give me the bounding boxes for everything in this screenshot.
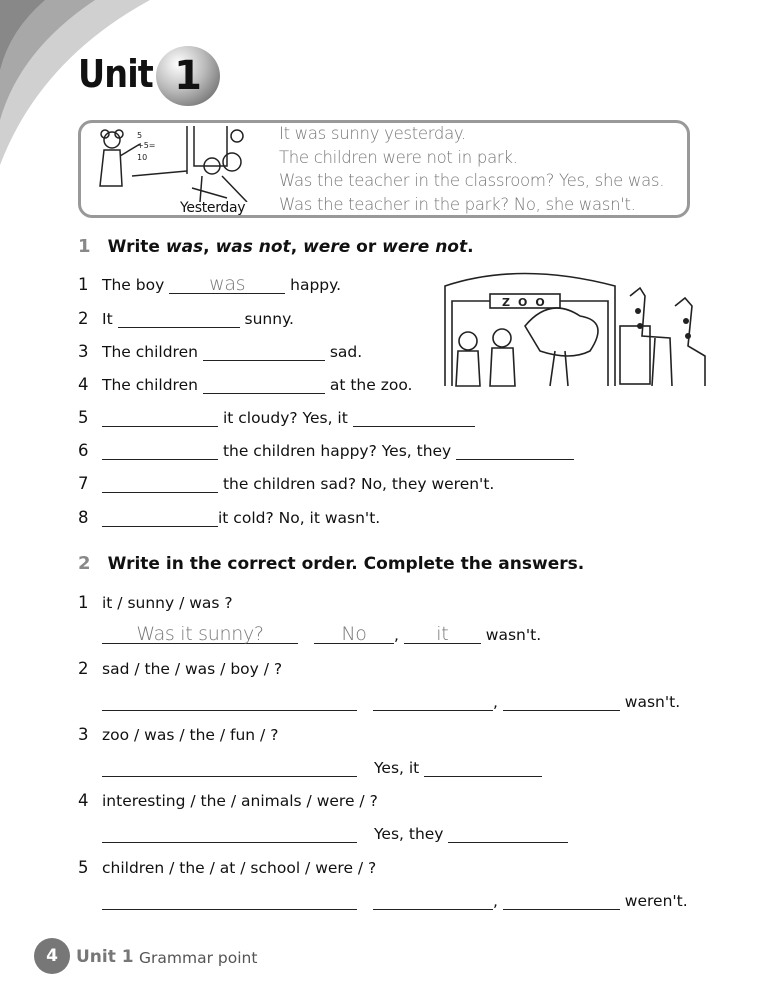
answer-blank[interactable]: was [169, 275, 285, 294]
classroom-illustration [92, 126, 260, 202]
grammar-examples [279, 122, 664, 216]
exercise-answer: , wasn't. [102, 692, 680, 711]
answer-blank[interactable] [102, 891, 357, 910]
exercise-item: 2 It sunny. [78, 309, 294, 328]
example-line: Was the teacher in the park? No, she wasn't. [279, 194, 636, 214]
answer-blank[interactable] [203, 342, 325, 361]
answer-blank[interactable] [503, 692, 620, 711]
answer-blank[interactable] [118, 309, 240, 328]
answer-blank[interactable] [102, 508, 218, 527]
exercise-answer: Yes, it [102, 758, 542, 777]
answer-blank[interactable] [102, 408, 218, 427]
footer-unit: Unit 1 [76, 947, 134, 967]
svg-text:+5=: +5= [137, 141, 156, 150]
exercise-item: 4 The children at the zoo. [78, 375, 413, 394]
svg-text:5: 5 [137, 131, 143, 140]
exercise-item: 8 it cold? No, it wasn't. [78, 508, 381, 527]
example-line: It was sunny yesterday. [279, 124, 466, 143]
section-number: 2 [78, 553, 91, 574]
section-title: Write in the correct order. Complete the answers. [107, 554, 585, 574]
exercise-item: 6 the children happy? Yes, they [78, 441, 574, 460]
exercise-answer: , weren't. [102, 891, 688, 910]
answer-blank[interactable] [373, 891, 493, 910]
answer-blank[interactable] [448, 824, 568, 843]
exercise-item: 7 the children sad? No, they weren't. [78, 474, 495, 493]
answer-blank[interactable] [102, 758, 357, 777]
answer-blank[interactable] [503, 891, 620, 910]
unit-title: Unit [78, 52, 153, 96]
answer-blank[interactable] [424, 758, 542, 777]
page-number: 4 [34, 938, 70, 974]
answer-blank[interactable]: it [404, 625, 481, 644]
example-line: Was the teacher in the classroom? Yes, she was. [279, 171, 665, 190]
exercise-question: 1 it / sunny / was ? [78, 593, 233, 612]
answer-blank[interactable]: No [314, 625, 394, 644]
exercise-item: 5 it cloudy? Yes, it [78, 408, 475, 427]
exercise-question: 5 children / the / at / school / were / ? [78, 858, 377, 877]
footer-section: Grammar point [139, 949, 258, 967]
answer-blank[interactable]: Was it sunny? [102, 625, 298, 644]
exercise-question: 2 sad / the / was / boy / ? [78, 659, 283, 678]
section1-heading [78, 236, 474, 257]
zoo-illustration [440, 266, 710, 392]
answer-blank[interactable] [353, 408, 475, 427]
answer-blank[interactable] [456, 441, 574, 460]
exercise-answer: Yes, they [102, 824, 568, 843]
exercise-question: 3 zoo / was / the / fun / ? [78, 725, 279, 744]
exercise-item: 1 The boy was happy. [78, 273, 342, 295]
svg-text:10: 10 [137, 153, 148, 162]
zoo-sign: ZOO [502, 296, 553, 309]
answer-blank[interactable] [102, 441, 218, 460]
example-line: The children were not in park. [279, 147, 518, 167]
picture-caption: Yesterday [180, 200, 246, 216]
answer-blank[interactable] [102, 474, 218, 493]
exercise-item: 3 The children sad. [78, 342, 363, 361]
unit-number-badge: 1 [156, 46, 220, 106]
answer-blank[interactable] [102, 692, 357, 711]
exercise-answer: Was it sunny? No , it wasn't. [102, 625, 541, 644]
answer-blank[interactable] [102, 824, 357, 843]
section2-heading [78, 553, 584, 574]
answer-blank[interactable] [203, 375, 325, 394]
section-title: Write was, was not, were or were not. [107, 237, 474, 257]
answer-blank[interactable] [373, 692, 493, 711]
section-number: 1 [78, 236, 91, 257]
exercise-question: 4 interesting / the / animals / were / ? [78, 791, 378, 810]
